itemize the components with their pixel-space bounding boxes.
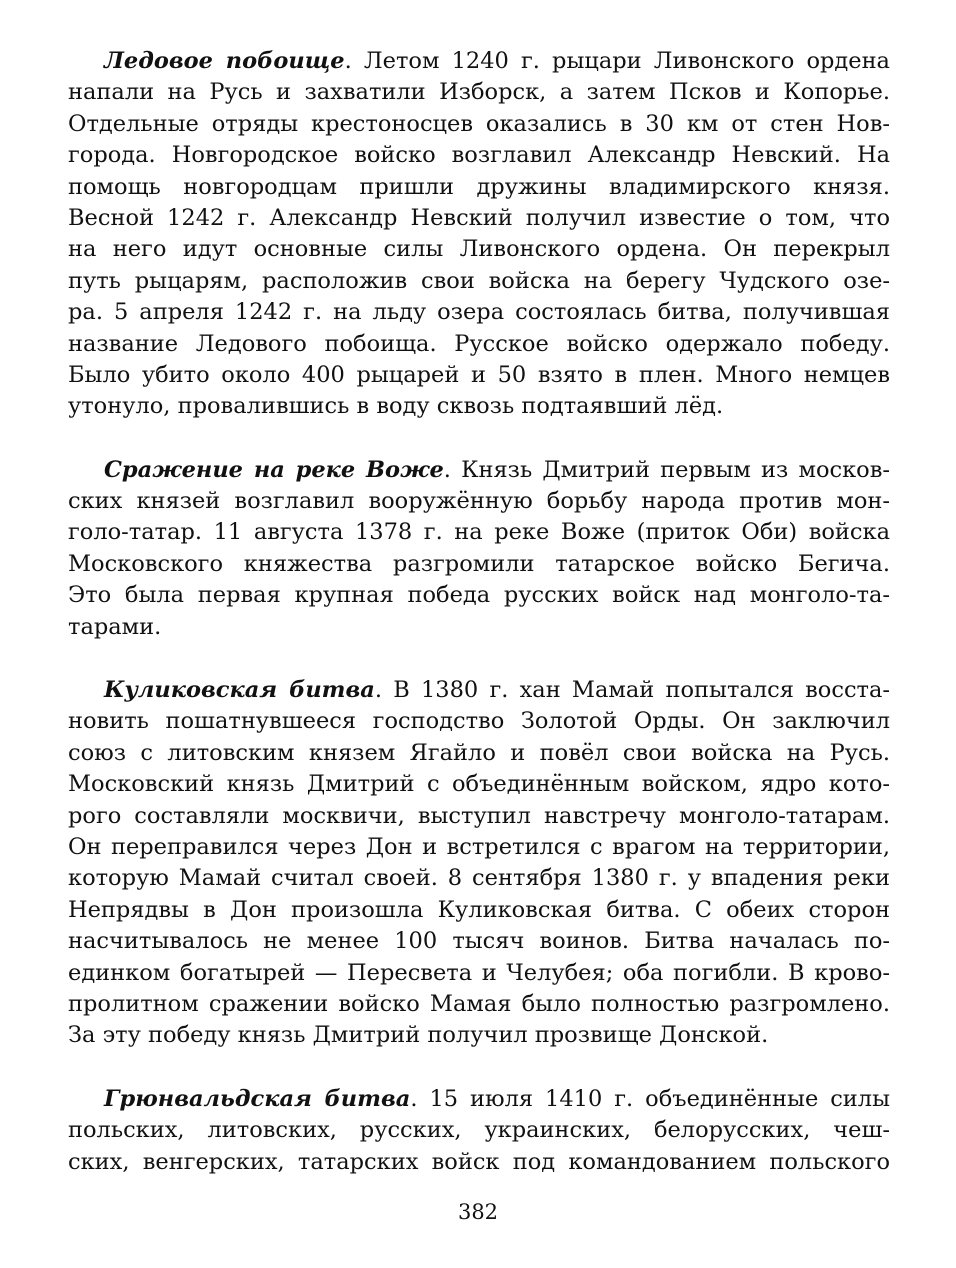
text-line: ра. 5 апреля 1242 г. на льду озера состоялась битва, получившая (68, 299, 890, 326)
text-line: Было убито около 400 рыцарей и 50 взято в плен. Много немцев (68, 361, 890, 388)
section-kulikovo-battle (68, 675, 890, 1052)
paragraph-gap (68, 1052, 890, 1084)
text-line: тарами. (68, 613, 162, 640)
text-line: союз с литовским князем Ягайло и повёл свои войска на Русь. (68, 739, 890, 766)
paragraph-first-line (68, 1084, 890, 1115)
text-line: Московский князь Дмитрий с объединённым войском, ядро кото- (68, 771, 890, 798)
paragraph-gap (68, 423, 890, 455)
text-line: Это была первая крупная победа русских войск над монголо-та- (68, 582, 890, 609)
text-line: . 15 июля 1410 г. объединённые силы (410, 1085, 890, 1112)
text-line: единком богатырей — Пересвета и Челубея; оба погибли. В крово- (68, 959, 890, 986)
page-number: 382 (457, 1200, 499, 1224)
text-line: на него идут основные силы Ливонского ордена. Он перекрыл (68, 236, 890, 263)
text-line: голо-татар. 11 августа 1378 г. на реке Воже (приток Оби) войска (68, 519, 890, 546)
text-line: польских, литовских, русских, украинских, белорусских, чеш- (68, 1117, 890, 1144)
text-line: насчитывалось не менее 100 тысяч воинов. Битва началась по- (68, 928, 890, 955)
text-line: ских князей возглавил вооружённую борьбу народа против мон- (68, 488, 890, 515)
paragraph-first-line (68, 46, 890, 77)
text-line: Он переправился через Дон и встретился с врагом на территории, (68, 833, 890, 860)
paragraph-gap (68, 643, 890, 675)
text-line: . Летом 1240 г. рыцари Ливонского ордена (344, 48, 890, 74)
paragraph-first-line (68, 675, 890, 706)
text-line: помощь новгородцам пришли дружины владимирского князя. (68, 173, 890, 200)
text-line: Московского княжества разгромили татарское войско Бегича. (68, 550, 890, 577)
section-heading: Куликовская битва (104, 677, 375, 704)
text-line: За эту победу князь Дмитрий получил прозвище Донской. (68, 1022, 769, 1049)
text-line: которую Мамай считал своей. 8 сентября 1380 г. у впадения реки (68, 865, 890, 892)
text-line: напали на Русь и захватили Изборск, а затем Псков и Копорье. (68, 79, 890, 106)
text-line: ских, венгерских, татарских войск под командованием польского (68, 1148, 890, 1175)
text-line: Весной 1242 г. Александр Невский получил известие о том, что (68, 204, 890, 231)
section-heading: Ледовое побоище (104, 48, 345, 74)
section-vozha-battle (68, 455, 890, 643)
text-line: . В 1380 г. хан Мамай попытался восста- (374, 677, 890, 704)
text-line: утонуло, провалившись в воду сквозь подтаявший лёд. (68, 393, 724, 420)
text-line: Непрядвы в Дон произошла Куликовская битва. С обеих сторон (68, 896, 890, 923)
text-line: новить пошатнувшееся господство Золотой Орды. Он заключил (68, 708, 890, 735)
section-grunwald-battle (68, 1084, 890, 1178)
text-line: . Князь Дмитрий первым из москов- (443, 456, 890, 483)
section-heading: Сражение на реке Воже (104, 456, 444, 483)
text-line: название Ледового побоища. Русское войско одержало победу. (68, 330, 890, 357)
section-heading: Грюнвальдская битва (104, 1085, 411, 1112)
text-line: пролитном сражении войско Мамая было полностью разгромлено. (68, 990, 890, 1017)
text-line: рого составляли москвичи, выступил навстречу монголо-татарам. (68, 802, 890, 829)
text-line: города. Новгородское войско возглавил Александр Невский. На (68, 142, 890, 169)
text-line: путь рыцарям, расположив свои войска на берегу Чудского озе- (68, 267, 890, 294)
text-line: Отдельные отряды крестоносцев оказались в 30 км от стен Нов- (68, 110, 890, 137)
section-ice-battle (68, 46, 890, 423)
paragraph-first-line (68, 455, 890, 486)
